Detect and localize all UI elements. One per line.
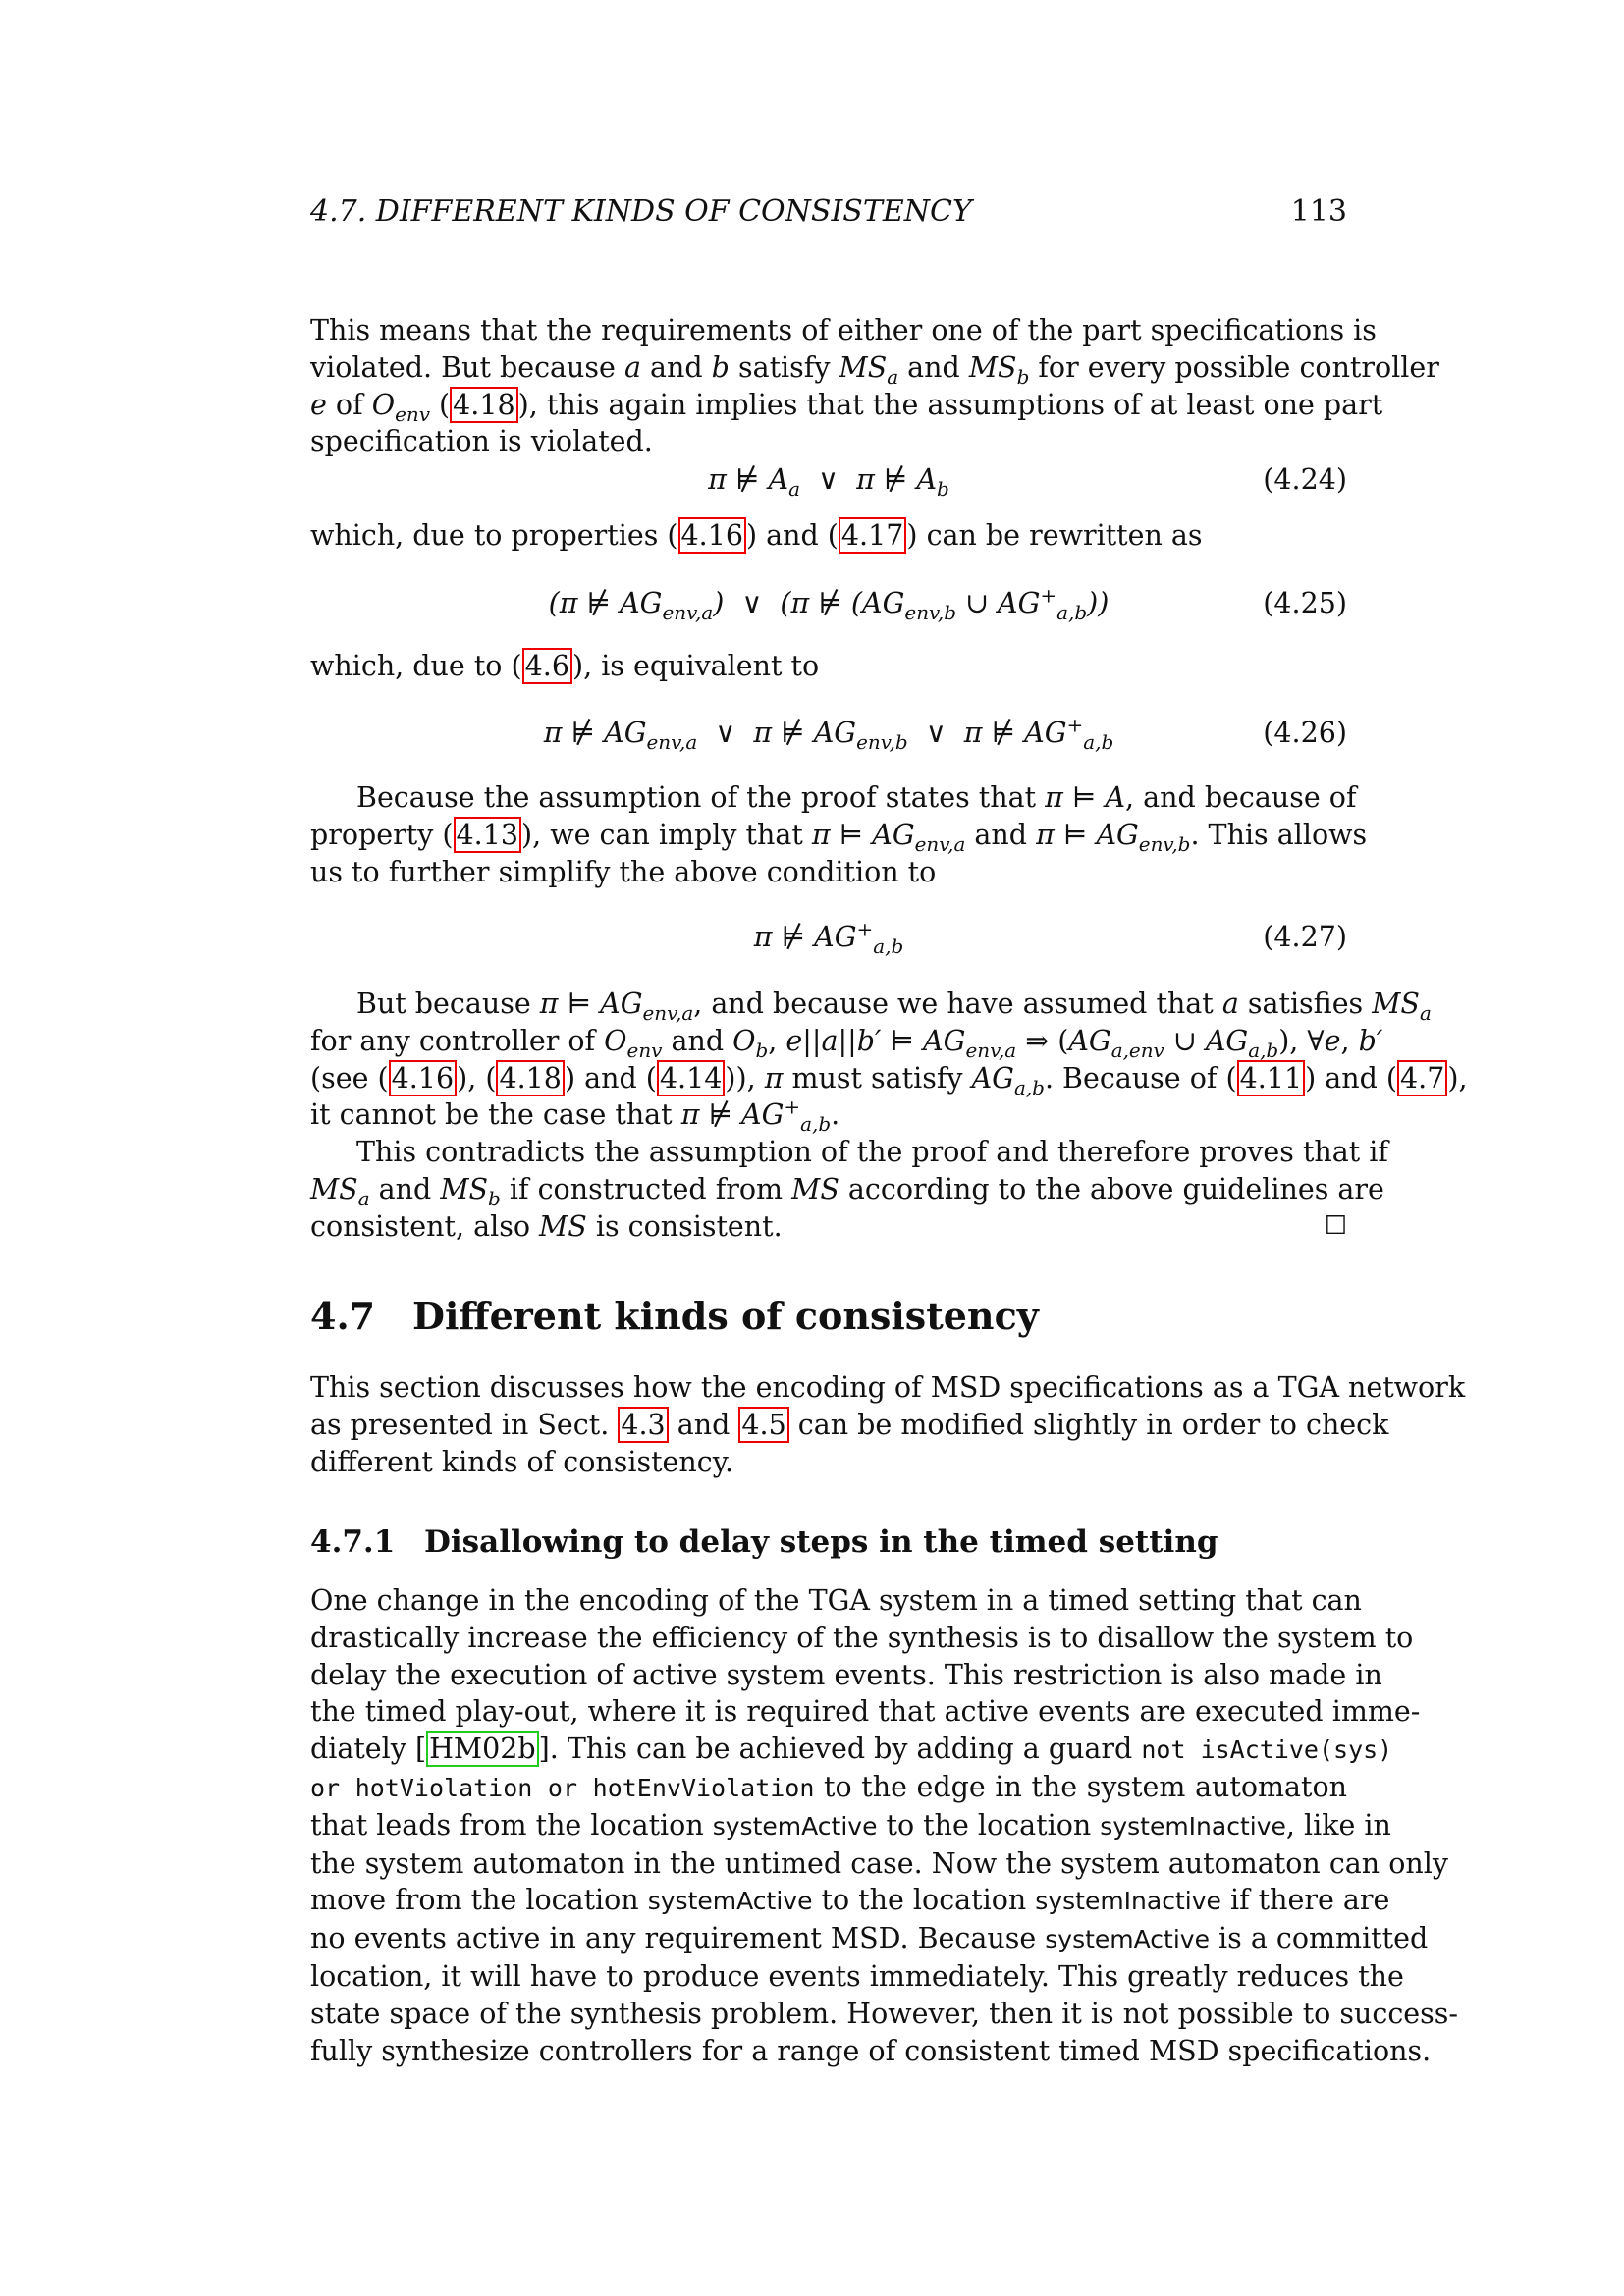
ref-4-16[interactable]: 4.16 [678, 517, 746, 554]
running-title: 4.7. DIFFERENT KINDS OF CONSISTENCY [310, 194, 972, 229]
ref-4-18[interactable]: 4.18 [496, 1060, 564, 1096]
equation-4-24: π ⊭ $A_a$ ∨ π ⊭ $A_b$ (4.24) [708, 463, 1347, 501]
equation-number: (4.24) [1263, 463, 1347, 496]
location-name: systemActive [1045, 1925, 1210, 1954]
equation-number: (4.26) [1263, 717, 1347, 749]
code-guard-cont: or hotViolation or hotEnvViolation [310, 1773, 815, 1802]
running-header [310, 194, 1347, 229]
paragraph-equivalent: which, due to ( 4.6 ), is equivalent to [310, 650, 820, 682]
subsection-number: 4.7.1 [310, 1524, 396, 1560]
ref-4-16[interactable]: 4.16 [389, 1060, 457, 1096]
paragraph-assumption: Because the assumption of the proof states that π ⊨ A, and because of property ( 4.13 ), we can imply that π ⊨ $AG_{env,a}$ and π ⊨ $AG_{env,b}$. This allows us to further simplify the above condition to [310, 781, 1368, 888]
paragraph-contradiction: But because π ⊨ $AG_{env,a}$, and because we have assumed that a satisfies $MS_a$ for any controller of $O_{env}$ and $O_b$, e||a||b′ ⊨ $AG_{env,a}$ ⇒ ($AG_{a,env}$ ∪ $AG_{a,b}$), ∀e, b′ (see ( 4.16 ), ( 4.18 ) and ( 4.14 )), π must satisfy $AG_{a,b}$. Because of ( 4.11 ) and ( 4.7 ), it cannot be the case that π ⊭ $AG^+_{a,b}$. This contradicts the assumption of the proof and therefore proves that if $MS_a$ and $MS_b$ if constructed from MS according to the above guidelines are consistent, also MS is consistent. [310, 988, 1468, 1243]
equation-number: (4.25) [1263, 587, 1347, 619]
location-name: systemInactive [1100, 1811, 1286, 1841]
equation-4-27: π ⊭ $AG^+_{a,b}$ (4.27) [753, 917, 1347, 958]
ref-4-3[interactable]: 4.3 [618, 1407, 668, 1443]
citation-hm02b[interactable]: HM02b [426, 1731, 539, 1767]
equation-4-25: (π ⊭ $AG_{env,a}$) ∨ (π ⊭ ($AG_{env,b}$ ∪ $AG^+_{a,b}$)) (4.25) [548, 583, 1347, 624]
section-number: 4.7 [310, 1294, 376, 1338]
equation-number: (4.27) [1263, 921, 1347, 953]
paragraph-rewrite: which, due to properties ( 4.16 ) and ( 4.17 ) can be rewritten as [310, 519, 1203, 552]
location-name: systemActive [712, 1811, 878, 1841]
ref-4-6[interactable]: 4.6 [522, 648, 572, 684]
section-title: Different kinds of consistency [412, 1294, 1039, 1338]
section-heading [310, 1294, 1039, 1338]
ref-4-14[interactable]: 4.14 [657, 1060, 725, 1096]
ref-4-13[interactable]: 4.13 [454, 817, 521, 853]
location-name: systemActive [647, 1887, 813, 1916]
ref-4-5[interactable]: 4.5 [738, 1407, 788, 1443]
subsection-title: Disallowing to delay steps in the timed setting [424, 1524, 1218, 1560]
ref-4-11[interactable]: 4.11 [1237, 1060, 1305, 1096]
paragraph-section-intro: This section discusses how the encoding of MSD specifications as a TGA network as presented in Sect. 4.3 and 4.5 can be modified slightly in order to check different kinds of consistency. [310, 1371, 1466, 1478]
paragraph-delay: One change in the encoding of the TGA system in a timed setting that can drastically increase the efficiency of the synthesis is to disallow the system to delay the execution of active system events. This restriction is also made in the timed play-out, where it is required that active events are executed imme- diately [ HM02b ]. This can be achieved by adding a guard not isActive(sys) or hotViolation or hotEnvViolation to the edge in the system automaton that leads from the location systemActive to the location systemInactive, like in the system automaton in the untimed case. Now the system automaton can only move from the location systemActive to the location systemInactive if there are no events active in any requirement MSD. Because systemActive is a committed location, it will have to produce events immediately. This greatly reduces the state space of the synthesis problem. However, then it is not possible to success- fully synthesize controllers for a range of consistent timed MSD specifications. [310, 1584, 1459, 2067]
location-name: systemInactive [1035, 1887, 1221, 1916]
subsection-heading [310, 1524, 1218, 1560]
ref-4-17[interactable]: 4.17 [839, 517, 906, 554]
paragraph-violation: This means that the requirements of either one of the part specifications is violated. But because a and b satisfy $MS_a$ and $MS_b$ for every possible controller e of $O_{env}$ ( 4.18 ), this again implies that the assumptions of at least one part specification is violated. [310, 314, 1439, 458]
ref-4-7[interactable]: 4.7 [1397, 1060, 1447, 1096]
code-guard: not isActive(sys) [1141, 1735, 1393, 1765]
equation-4-26: π ⊭ $AG_{env,a}$ ∨ π ⊭ $AG_{env,b}$ ∨ π ⊭ $AG^+_{a,b}$ (4.26) [543, 713, 1347, 754]
qed-symbol: ☐ [1324, 1211, 1347, 1241]
page-number: 113 [1290, 194, 1347, 229]
ref-4-18[interactable]: 4.18 [450, 387, 517, 423]
